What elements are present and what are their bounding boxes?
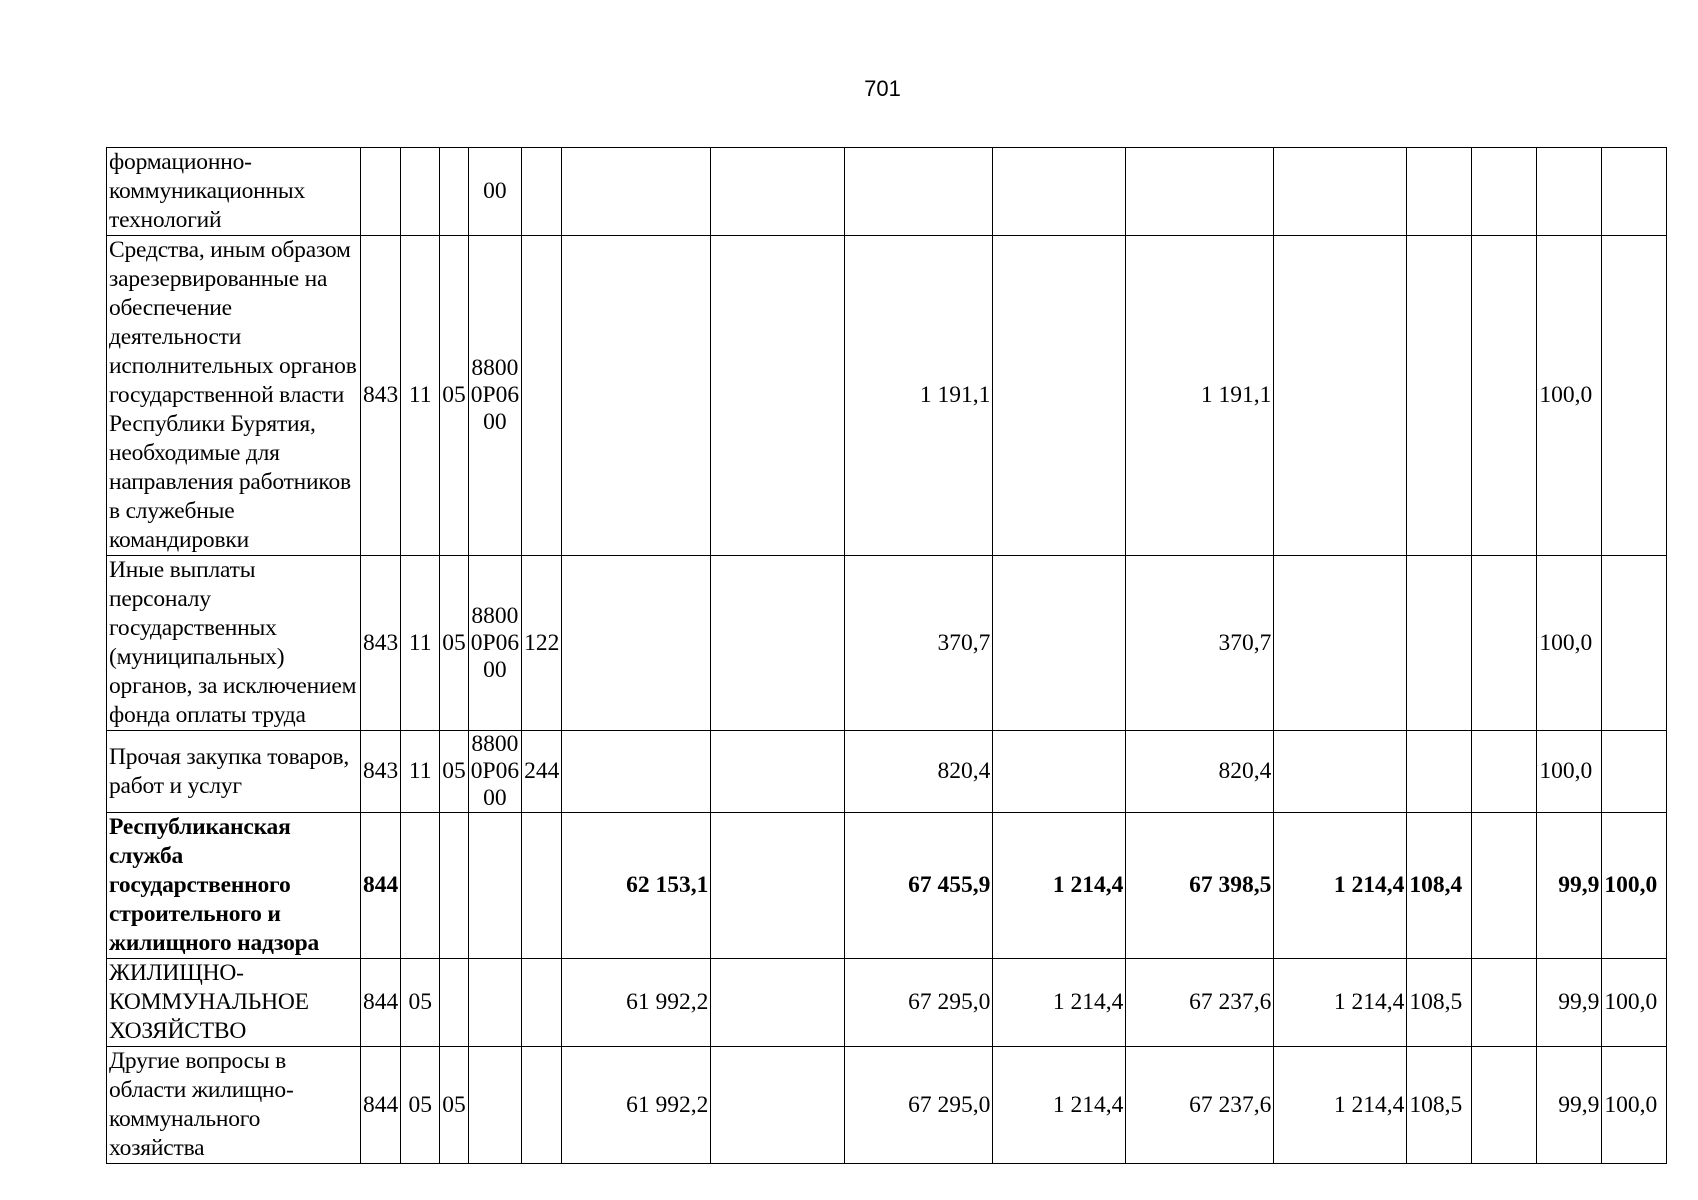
value-cell	[711, 1047, 845, 1164]
row-name-cell: Иные выплаты персоналу государственных (муниципальных) органов, за исключением фонда оплаты труда	[107, 556, 361, 731]
table-row	[107, 556, 1667, 731]
percent-cell	[1602, 731, 1667, 813]
csr-cell: 8800 0P06 00	[468, 236, 521, 556]
table-row	[107, 813, 1667, 959]
percent-cell	[1472, 1047, 1537, 1164]
row-name-cell: Прочая закупка товаров, работ и услуг	[107, 731, 361, 813]
value-cell: 67 295,0	[845, 1047, 993, 1164]
value-cell	[993, 731, 1126, 813]
vr-cell	[522, 236, 562, 556]
ved-cell: 844	[361, 813, 401, 959]
value-cell	[993, 148, 1126, 236]
row-name-cell: Другие вопросы в области жилищно-коммунального хозяйства	[107, 1047, 361, 1164]
value-cell	[711, 236, 845, 556]
value-cell	[1274, 731, 1407, 813]
percent-cell	[1407, 556, 1472, 731]
table-row	[107, 731, 1667, 813]
value-cell	[711, 813, 845, 959]
table-row	[107, 236, 1667, 556]
value-cell	[993, 236, 1126, 556]
rz-cell: 11	[401, 556, 440, 731]
value-cell: 1 214,4	[1274, 1047, 1407, 1164]
table-row	[107, 1047, 1667, 1164]
value-cell: 67 455,9	[845, 813, 993, 959]
vr-cell: 244	[522, 731, 562, 813]
row-name-cell: Средства, иным образом зарезервированные на обеспечение деятельности исполнительных органов государственной власти Республики Бурятия, необходимые для направления работников в служебные командировки	[107, 236, 361, 556]
percent-cell: 99,9	[1537, 813, 1602, 959]
value-cell	[711, 731, 845, 813]
percent-cell	[1472, 556, 1537, 731]
value-cell: 1 214,4	[993, 813, 1126, 959]
percent-cell	[1472, 236, 1537, 556]
ved-cell: 843	[361, 731, 401, 813]
value-cell	[845, 148, 993, 236]
value-cell: 67 295,0	[845, 959, 993, 1047]
value-cell: 1 214,4	[993, 959, 1126, 1047]
value-cell: 1 214,4	[1274, 813, 1407, 959]
budget-table	[106, 147, 1667, 1164]
value-cell	[711, 556, 845, 731]
ved-cell: 843	[361, 236, 401, 556]
ved-cell: 844	[361, 959, 401, 1047]
row-name-cell: ЖИЛИЩНО-КОММУНАЛЬНОЕ ХОЗЯЙСТВО	[107, 959, 361, 1047]
rz-cell: 05	[401, 959, 440, 1047]
percent-cell	[1602, 148, 1667, 236]
value-cell	[711, 959, 845, 1047]
value-cell	[562, 148, 711, 236]
value-cell	[1274, 236, 1407, 556]
percent-cell: 100,0	[1602, 813, 1667, 959]
value-cell: 370,7	[1126, 556, 1274, 731]
pr-cell: 05	[440, 1047, 469, 1164]
value-cell	[993, 556, 1126, 731]
value-cell: 820,4	[1126, 731, 1274, 813]
percent-cell: 100,0	[1537, 236, 1602, 556]
value-cell	[562, 236, 711, 556]
percent-cell	[1407, 731, 1472, 813]
value-cell: 1 214,4	[993, 1047, 1126, 1164]
vr-cell	[522, 1047, 562, 1164]
percent-cell	[1537, 148, 1602, 236]
percent-cell: 100,0	[1537, 556, 1602, 731]
percent-cell: 100,0	[1537, 731, 1602, 813]
table-row	[107, 959, 1667, 1047]
value-cell: 67 237,6	[1126, 959, 1274, 1047]
value-cell: 61 992,2	[562, 1047, 711, 1164]
percent-cell	[1472, 731, 1537, 813]
percent-cell	[1472, 813, 1537, 959]
row-name-cell: Республиканская служба государственного строительного и жилищного надзора	[107, 813, 361, 959]
value-cell: 62 153,1	[562, 813, 711, 959]
percent-cell: 100,0	[1602, 1047, 1667, 1164]
percent-cell	[1602, 556, 1667, 731]
value-cell	[562, 556, 711, 731]
pr-cell	[440, 148, 469, 236]
rz-cell: 11	[401, 731, 440, 813]
percent-cell: 99,9	[1537, 1047, 1602, 1164]
csr-cell	[468, 813, 521, 959]
pr-cell	[440, 813, 469, 959]
rz-cell: 05	[401, 1047, 440, 1164]
rz-cell: 11	[401, 236, 440, 556]
percent-cell: 108,5	[1407, 959, 1472, 1047]
vr-cell: 122	[522, 556, 562, 731]
pr-cell: 05	[440, 731, 469, 813]
percent-cell: 108,5	[1407, 1047, 1472, 1164]
percent-cell: 99,9	[1537, 959, 1602, 1047]
percent-cell	[1407, 148, 1472, 236]
vr-cell	[522, 148, 562, 236]
value-cell	[1274, 556, 1407, 731]
csr-cell	[468, 959, 521, 1047]
pr-cell: 05	[440, 236, 469, 556]
percent-cell: 100,0	[1602, 959, 1667, 1047]
vr-cell	[522, 959, 562, 1047]
value-cell: 370,7	[845, 556, 993, 731]
value-cell: 61 992,2	[562, 959, 711, 1047]
row-name-cell: формационно-коммуникационных технологий	[107, 148, 361, 236]
value-cell	[1274, 148, 1407, 236]
value-cell: 1 214,4	[1274, 959, 1407, 1047]
ved-cell	[361, 148, 401, 236]
vr-cell	[522, 813, 562, 959]
csr-cell: 8800 0P06 00	[468, 556, 521, 731]
pr-cell	[440, 959, 469, 1047]
value-cell: 820,4	[845, 731, 993, 813]
percent-cell	[1602, 236, 1667, 556]
csr-cell	[468, 1047, 521, 1164]
csr-cell: 00	[468, 148, 521, 236]
page-number: 701	[864, 76, 901, 101]
value-cell: 1 191,1	[845, 236, 993, 556]
csr-cell: 8800 0P06 00	[468, 731, 521, 813]
value-cell: 67 398,5	[1126, 813, 1274, 959]
percent-cell	[1472, 148, 1537, 236]
value-cell: 67 237,6	[1126, 1047, 1274, 1164]
percent-cell	[1407, 236, 1472, 556]
value-cell	[711, 148, 845, 236]
value-cell: 1 191,1	[1126, 236, 1274, 556]
percent-cell: 108,4	[1407, 813, 1472, 959]
rz-cell	[401, 813, 440, 959]
percent-cell	[1472, 959, 1537, 1047]
pr-cell: 05	[440, 556, 469, 731]
rz-cell	[401, 148, 440, 236]
value-cell	[1126, 148, 1274, 236]
table-row	[107, 148, 1667, 236]
ved-cell: 843	[361, 556, 401, 731]
ved-cell: 844	[361, 1047, 401, 1164]
value-cell	[562, 731, 711, 813]
